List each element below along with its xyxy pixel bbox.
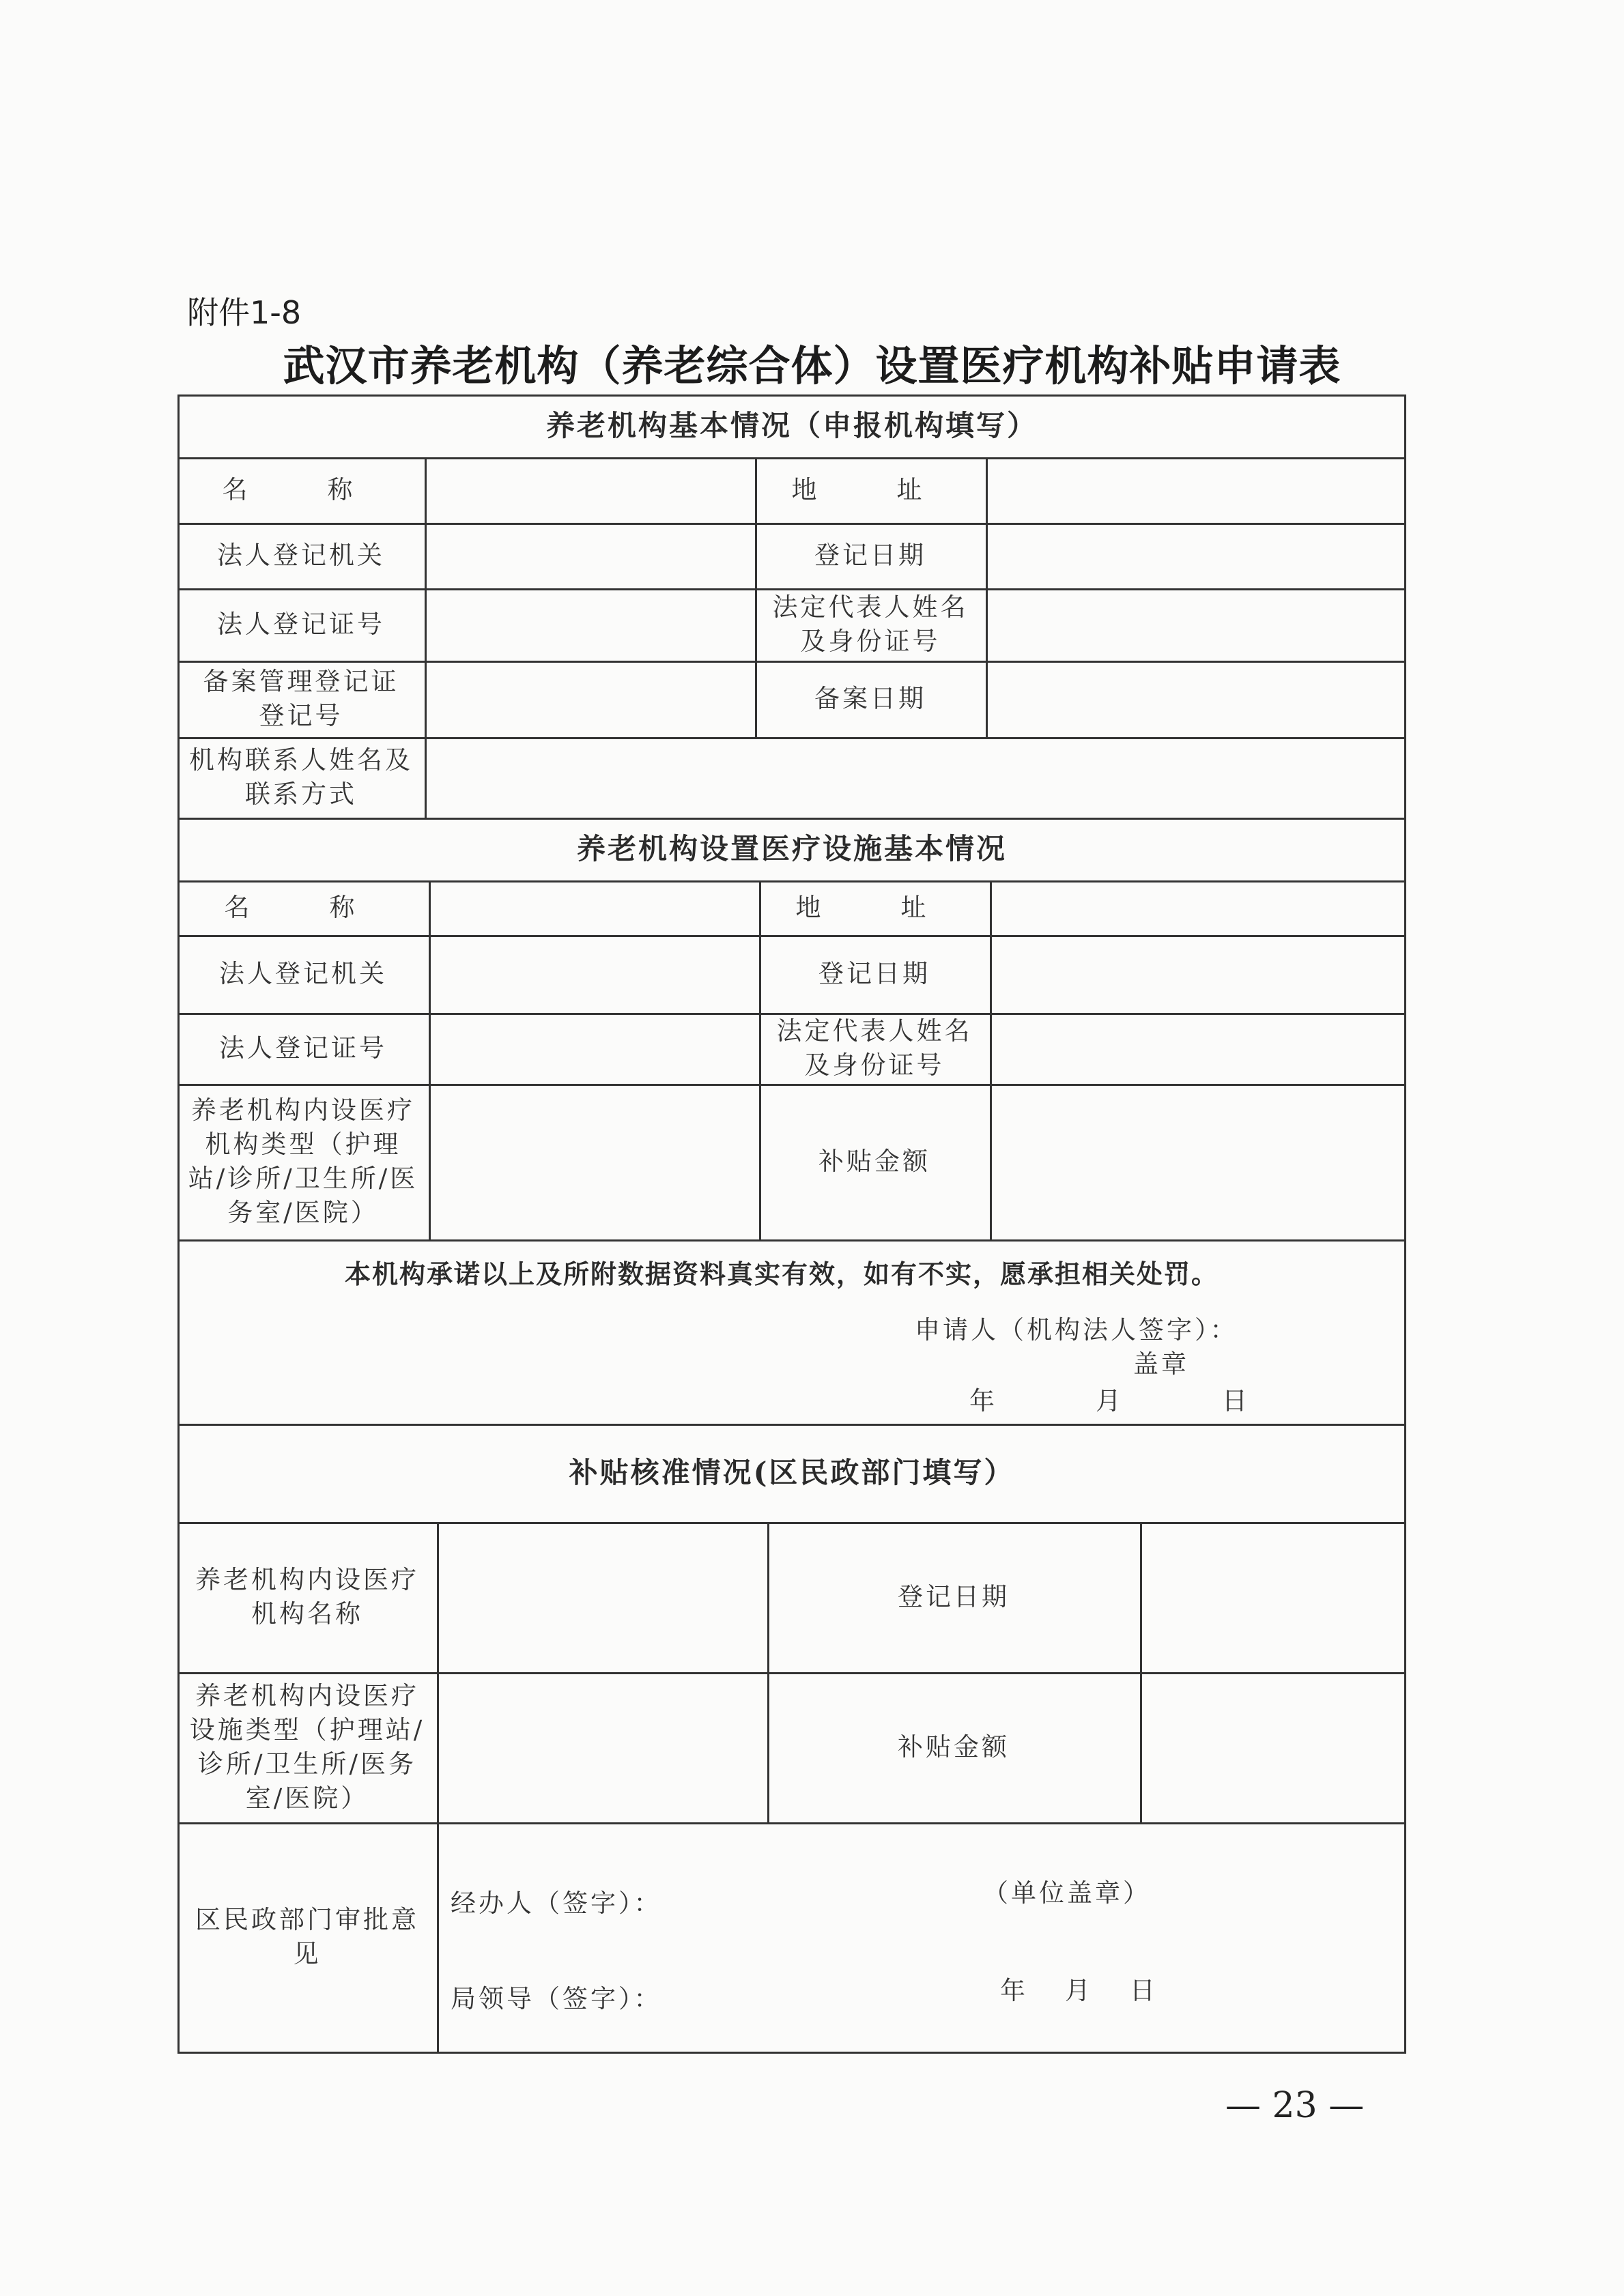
bureau-leader-signature-label: 局领导（签字）： xyxy=(451,1984,662,2013)
section3-heading: 补贴核准情况(区民政部门填写） xyxy=(569,1455,1015,1489)
s2-facility-type-field[interactable] xyxy=(431,1086,759,1239)
page-number: — 23 — xyxy=(1225,2085,1365,2126)
s3-subsidy-amount-label: 补贴金额 xyxy=(898,1732,1010,1762)
s2-subsidy-amount-field[interactable] xyxy=(992,1086,1404,1239)
s2-legal-reg-no-label: 法人登记证号 xyxy=(219,1033,387,1063)
s1-address-field[interactable] xyxy=(988,459,1404,523)
s2-name-field[interactable] xyxy=(431,882,759,935)
s1-legal-reg-authority-field[interactable] xyxy=(427,525,755,588)
form-title: 武汉市养老机构（养老综合体）设置医疗机构补贴申请表 xyxy=(283,342,1341,390)
s1-name-label: 名 称 xyxy=(222,475,380,505)
s1-contact-field[interactable] xyxy=(427,739,1404,818)
s3-facility-name-label: 养老机构内设医疗机构名称 xyxy=(195,1565,419,1628)
s2-address-field[interactable] xyxy=(992,882,1404,935)
seal-label: 盖章 xyxy=(1133,1349,1189,1379)
s1-legal-reg-no-field[interactable] xyxy=(427,590,755,661)
application-form xyxy=(177,394,1406,2054)
unit-seal-label: （单位盖章） xyxy=(983,1878,1151,1908)
handler-signature-label: 经办人（签字）： xyxy=(451,1889,662,1918)
commitment-statement: 本机构承诺以上及所附数据资料真实有效，如有不实，愿承担相关处罚。 xyxy=(345,1259,1219,1289)
s2-name-label: 名 称 xyxy=(224,893,382,923)
s3-facility-type-label: 养老机构内设医疗设施类型（护理站/诊所/卫生所/医务室/医院） xyxy=(189,1681,425,1813)
s1-name-field[interactable] xyxy=(427,459,755,523)
approval-month-label: 月 xyxy=(1065,1976,1093,2005)
s1-legal-rep-field[interactable] xyxy=(988,590,1404,661)
s2-reg-date-field[interactable] xyxy=(992,937,1404,1013)
s1-filing-date-label: 备案日期 xyxy=(814,684,926,714)
s1-address-label: 地 址 xyxy=(791,475,950,505)
s3-subsidy-amount-field[interactable] xyxy=(1142,1674,1404,1822)
s3-facility-name-field[interactable] xyxy=(439,1524,767,1672)
s2-legal-reg-authority-label: 法人登记机关 xyxy=(219,959,387,989)
s1-legal-reg-no-label: 法人登记证号 xyxy=(217,609,385,640)
s3-reg-date-label: 登记日期 xyxy=(898,1582,1010,1612)
approval-day-label: 日 xyxy=(1130,1976,1158,2005)
s2-legal-rep-field[interactable] xyxy=(992,1015,1404,1084)
s1-contact-label: 机构联系人姓名及联系方式 xyxy=(189,745,413,809)
annex-label: 附件1-8 xyxy=(187,294,302,331)
s2-subsidy-amount-label: 补贴金额 xyxy=(818,1147,930,1177)
s3-facility-type-field[interactable] xyxy=(439,1674,767,1822)
commit-day-label: 日 xyxy=(1222,1386,1250,1416)
s1-filing-date-field[interactable] xyxy=(988,663,1404,737)
s1-legal-rep-label: 法定代表人姓名及身份证号 xyxy=(772,592,969,656)
s2-address-label: 地 址 xyxy=(795,893,954,923)
s1-legal-reg-authority-label: 法人登记机关 xyxy=(217,541,385,571)
s2-reg-date-label: 登记日期 xyxy=(818,959,930,989)
approval-year-label: 年 xyxy=(1000,1976,1028,2005)
section2-heading: 养老机构设置医疗设施基本情况 xyxy=(576,831,1007,865)
s2-legal-reg-no-field[interactable] xyxy=(431,1015,759,1084)
s3-approval-opinion-label: 区民政部门审批意见 xyxy=(195,1905,419,1968)
s1-filing-cert-no-label: 备案管理登记证登记号 xyxy=(203,667,399,730)
commit-year-label: 年 xyxy=(969,1386,997,1416)
section1-heading: 养老机构基本情况（申报机构填写） xyxy=(545,408,1038,442)
s2-facility-type-label: 养老机构内设医疗机构类型（护理站/诊所/卫生所/医务室/医院） xyxy=(188,1095,418,1227)
s1-filing-cert-no-field[interactable] xyxy=(427,663,755,737)
s3-reg-date-field[interactable] xyxy=(1142,1524,1404,1672)
s2-legal-rep-label: 法定代表人姓名及身份证号 xyxy=(776,1016,973,1080)
s1-reg-date-field[interactable] xyxy=(988,525,1404,588)
s1-reg-date-label: 登记日期 xyxy=(814,541,926,571)
applicant-signature-label: 申请人（机构法人签字）： xyxy=(915,1315,1238,1345)
commit-month-label: 月 xyxy=(1096,1386,1124,1416)
s2-legal-reg-authority-field[interactable] xyxy=(431,937,759,1013)
